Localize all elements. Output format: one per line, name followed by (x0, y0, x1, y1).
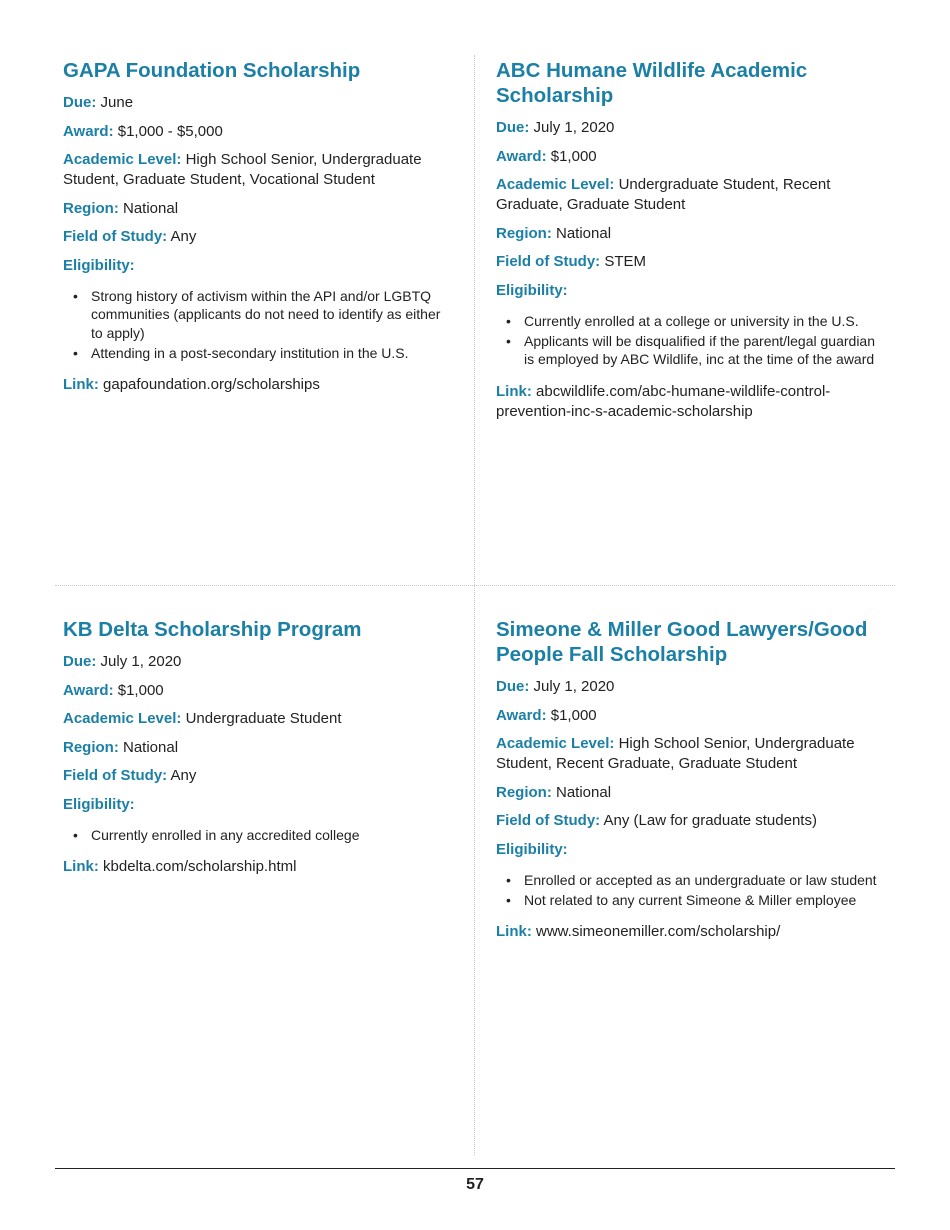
field-of-study-value: STEM (604, 253, 647, 270)
scholarship-card-gapa (63, 58, 453, 395)
eligibility-list (506, 871, 886, 910)
field-of-study-label: Field of Study: (496, 812, 601, 829)
academic-level-label: Academic Level: (496, 176, 615, 193)
academic-level-field (496, 734, 886, 774)
link-url[interactable]: gapafoundation.org/scholarships (103, 376, 320, 393)
due-value: July 1, 2020 (533, 119, 615, 136)
academic-level-value: Undergraduate Student (185, 710, 342, 727)
due-label: Due: (63, 653, 97, 670)
scholarship-title: ABC Humane Wildlife Academic Scholarship (496, 59, 808, 107)
eligibility-list (506, 312, 886, 369)
link-field (63, 857, 453, 877)
eligibility-item: • Enrolled or accepted as an undergraduate or law student (506, 871, 886, 890)
due-field (496, 677, 886, 697)
eligibility-label: Eligibility: (63, 256, 135, 274)
footer-rule (55, 1168, 895, 1169)
due-field (63, 93, 453, 113)
row-divider (55, 585, 895, 586)
region-value: National (123, 199, 179, 217)
due-field (496, 118, 886, 138)
award-field (496, 706, 886, 726)
region-field (496, 783, 886, 803)
scholarship-title: KB Delta Scholarship Program (63, 618, 362, 641)
page-number: 57 (466, 1176, 484, 1193)
academic-level-label: Academic Level: (63, 151, 182, 168)
due-value: July 1, 2020 (533, 678, 615, 695)
academic-level-label: Academic Level: (496, 735, 615, 752)
field-of-study-field (63, 766, 453, 786)
academic-level-label: Academic Level: (63, 710, 182, 727)
award-value: $1,000 (550, 147, 597, 165)
award-value: $1,000 (117, 681, 164, 699)
region-field (63, 738, 453, 758)
eligibility-label: Eligibility: (63, 795, 135, 813)
field-of-study-label: Field of Study: (63, 767, 168, 784)
link-url[interactable]: abcwildlife.com/abc-humane-wildlife-control-prevention-inc-s-academic-scholarship (496, 382, 831, 420)
due-value: June (100, 94, 134, 111)
award-field (496, 147, 886, 167)
award-label: Award: (496, 147, 547, 165)
eligibility-item: • Not related to any current Simeone & Miller employee (506, 891, 886, 910)
scholarship-card-kb-delta (63, 617, 453, 877)
region-value: National (556, 224, 612, 242)
due-label: Due: (63, 94, 97, 111)
award-label: Award: (496, 706, 547, 724)
scholarship-card-simeone-miller (496, 617, 886, 942)
region-label: Region: (496, 783, 552, 801)
region-field (496, 224, 886, 244)
eligibility-item: • Currently enrolled in any accredited college (73, 826, 453, 845)
academic-level-field (63, 709, 453, 729)
link-field (496, 922, 886, 942)
field-of-study-field (496, 811, 886, 831)
field-of-study-field (63, 227, 453, 247)
region-label: Region: (63, 738, 119, 756)
award-field (63, 122, 453, 142)
eligibility-list (73, 287, 453, 363)
academic-level-value: High School Senior, Undergraduate Student, Recent Graduate, Graduate Student (496, 735, 855, 772)
academic-level-value: High School Senior, Undergraduate Student, Graduate Student, Vocational Student (63, 151, 422, 188)
region-value: National (123, 738, 179, 756)
link-label: Link: (63, 858, 99, 875)
award-label: Award: (63, 681, 114, 699)
eligibility-label: Eligibility: (496, 281, 568, 299)
scholarship-card-abc-wildlife (496, 58, 886, 422)
award-value: $1,000 - $5,000 (117, 122, 223, 140)
scholarship-title: Simeone & Miller Good Lawyers/Good People Fall Scholarship (496, 618, 868, 666)
region-field (63, 199, 453, 219)
due-field (63, 652, 453, 672)
scholarship-title: GAPA Foundation Scholarship (63, 59, 361, 82)
academic-level-field (496, 175, 886, 215)
field-of-study-value: Any (Law for graduate students) (603, 812, 817, 829)
region-value: National (556, 783, 612, 801)
column-divider (474, 55, 475, 1155)
award-field (63, 681, 453, 701)
eligibility-list (73, 826, 453, 845)
academic-level-field (63, 150, 453, 190)
field-of-study-label: Field of Study: (496, 253, 601, 270)
link-url[interactable]: kbdelta.com/scholarship.html (103, 858, 297, 875)
eligibility-item: • Strong history of activism within the API and/or LGBTQ communities (applicants do not need to identify as either to apply) (73, 287, 453, 343)
eligibility-item: • Currently enrolled at a college or university in the U.S. (506, 312, 886, 331)
field-of-study-label: Field of Study: (63, 228, 168, 245)
due-value: July 1, 2020 (100, 653, 182, 670)
link-field (63, 375, 453, 395)
field-of-study-field (496, 252, 886, 272)
link-url[interactable]: www.simeonemiller.com/scholarship/ (536, 923, 781, 940)
eligibility-label: Eligibility: (496, 840, 568, 858)
eligibility-item: • Applicants will be disqualified if the parent/legal guardian is employed by ABC Wildlife, inc at the time of the award (506, 332, 886, 369)
award-label: Award: (63, 122, 114, 140)
link-label: Link: (496, 382, 532, 400)
eligibility-item: • Attending in a post-secondary institution in the U.S. (73, 344, 453, 363)
link-field (496, 382, 886, 422)
due-label: Due: (496, 678, 530, 695)
academic-level-value: Undergraduate Student, Recent Graduate, Graduate Student (496, 176, 831, 213)
region-label: Region: (63, 199, 119, 217)
due-label: Due: (496, 119, 530, 136)
field-of-study-value: Any (170, 767, 197, 784)
link-label: Link: (63, 376, 99, 393)
region-label: Region: (496, 224, 552, 242)
field-of-study-value: Any (170, 228, 197, 245)
award-value: $1,000 (550, 706, 597, 724)
link-label: Link: (496, 923, 532, 940)
